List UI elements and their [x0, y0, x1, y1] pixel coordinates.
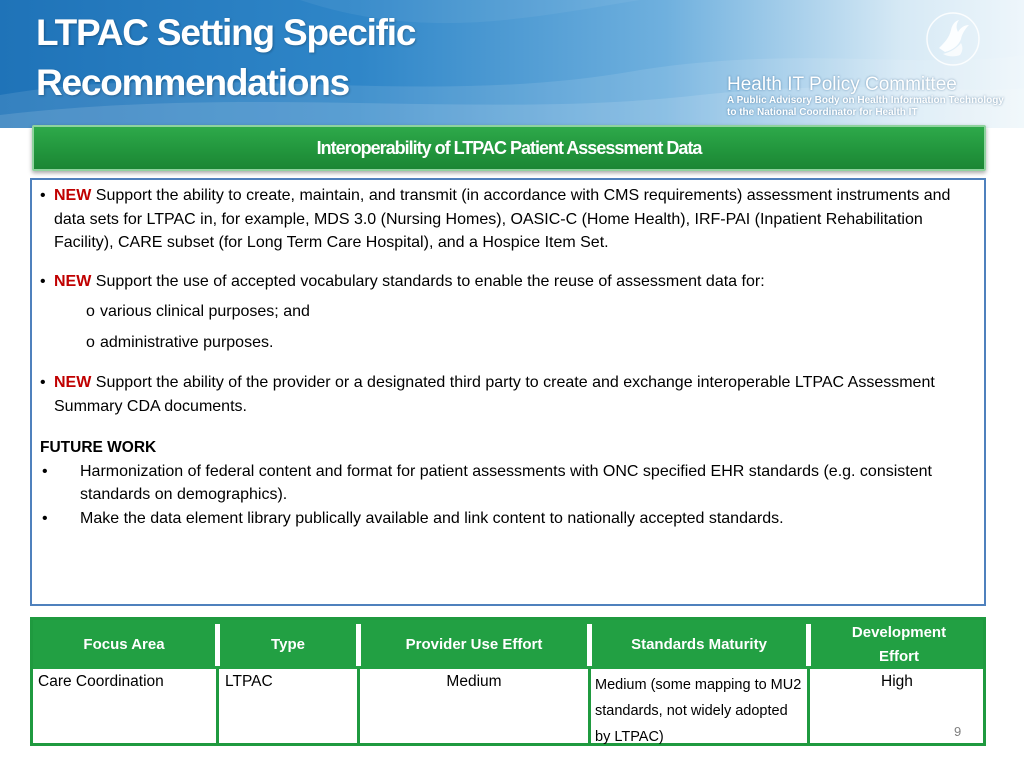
- cell-standards-maturity: Medium (some mapping to MU2 standards, not widely adopted by LTPAC): [595, 677, 802, 745]
- cell-focus-area: Care Coordination: [38, 673, 164, 690]
- column-header-type: Type: [271, 635, 305, 653]
- future-work-item-2: [40, 507, 974, 531]
- section-banner: [32, 125, 986, 171]
- column-header-development-effort: Development Effort: [851, 623, 947, 665]
- recommendation-1-text: Support the ability to create, maintain, and transmit (in accordance with CMS requirements) assessment instruments and data sets for LTPAC in, for example, MDS 3.0 (Nursing Homes), OASIC-C (Home Health), IRF-PAI (Inpatient Rehabilitation Facility), CARE subset (for Long Term Care Hospital), and a Hospice Item Set.: [54, 187, 951, 251]
- org-subtitle-line-2: to the National Coordinator for Health IT: [727, 107, 918, 118]
- slide-title: [36, 8, 556, 108]
- hhs-eagle-logo-icon: [925, 8, 981, 70]
- future-work-item-1-text: Harmonization of federal content and format for patient assessments with ONC specified EHR standards (e.g. consistent standards on demographics).: [80, 462, 932, 503]
- column-header-focus-area: Focus Area: [83, 635, 165, 653]
- column-divider: [588, 669, 591, 746]
- column-header-standards-maturity: Standards Maturity: [631, 635, 767, 653]
- bullet-icon: •: [40, 374, 46, 391]
- new-badge: NEW: [54, 272, 92, 290]
- org-subtitle-line-1: A Public Advisory Body on Health Information Technology: [727, 95, 1004, 106]
- recommendation-1: [40, 184, 974, 255]
- future-work-item-1: [40, 460, 974, 507]
- slide-title-line-1: LTPAC Setting Specific: [36, 12, 416, 53]
- cell-development-effort: High: [881, 673, 913, 690]
- cell-provider-use-effort: Medium: [446, 673, 502, 690]
- future-work-item-2-text: Make the data element library publically available and link content to nationally accepted standards.: [80, 509, 784, 527]
- page-number: 9: [954, 724, 962, 739]
- sub-bullet-icon: o: [86, 333, 95, 351]
- bullet-icon: •: [42, 509, 48, 527]
- column-header-provider-use-effort: Provider Use Effort: [405, 635, 543, 653]
- section-banner-title: Interoperability of LTPAC Patient Assessment Data: [316, 137, 702, 158]
- recommendation-2: [40, 270, 974, 294]
- column-divider: [357, 669, 360, 746]
- bullet-icon: •: [40, 187, 46, 204]
- recommendation-2-subitem-2: [40, 331, 974, 355]
- recommendation-2-text: Support the use of accepted vocabulary standards to enable the reuse of assessment data for:: [91, 272, 765, 290]
- bullet-icon: •: [40, 272, 46, 290]
- recommendation-2-subitem-1: [40, 300, 974, 324]
- bullet-icon: •: [42, 462, 48, 480]
- sub-bullet-icon: o: [86, 303, 95, 320]
- column-divider: [216, 669, 219, 746]
- org-name: Health IT Policy Committee: [727, 74, 957, 95]
- recommendation-2-subitem-2-text: administrative purposes.: [100, 333, 274, 351]
- new-badge: NEW: [54, 187, 92, 204]
- header-divider: [806, 624, 811, 666]
- summary-table: [30, 617, 986, 746]
- slide-title-line-2: Recommendations: [36, 62, 350, 103]
- recommendation-3-text: Support the ability of the provider or a designated third party to create and exchange interoperable LTPAC Assessment Summary CDA documents.: [54, 374, 935, 415]
- org-subtitle: [727, 95, 1004, 119]
- slide-header: [0, 0, 1024, 128]
- recommendations-box: [30, 178, 986, 606]
- future-work-heading: FUTURE WORK: [40, 439, 157, 456]
- table-header-row: [33, 620, 983, 669]
- recommendation-3: [40, 371, 974, 418]
- column-divider: [807, 669, 810, 746]
- cell-type: LTPAC: [225, 673, 273, 690]
- recommendation-2-subitem-1-text: various clinical purposes; and: [100, 303, 310, 320]
- new-badge: NEW: [54, 374, 92, 391]
